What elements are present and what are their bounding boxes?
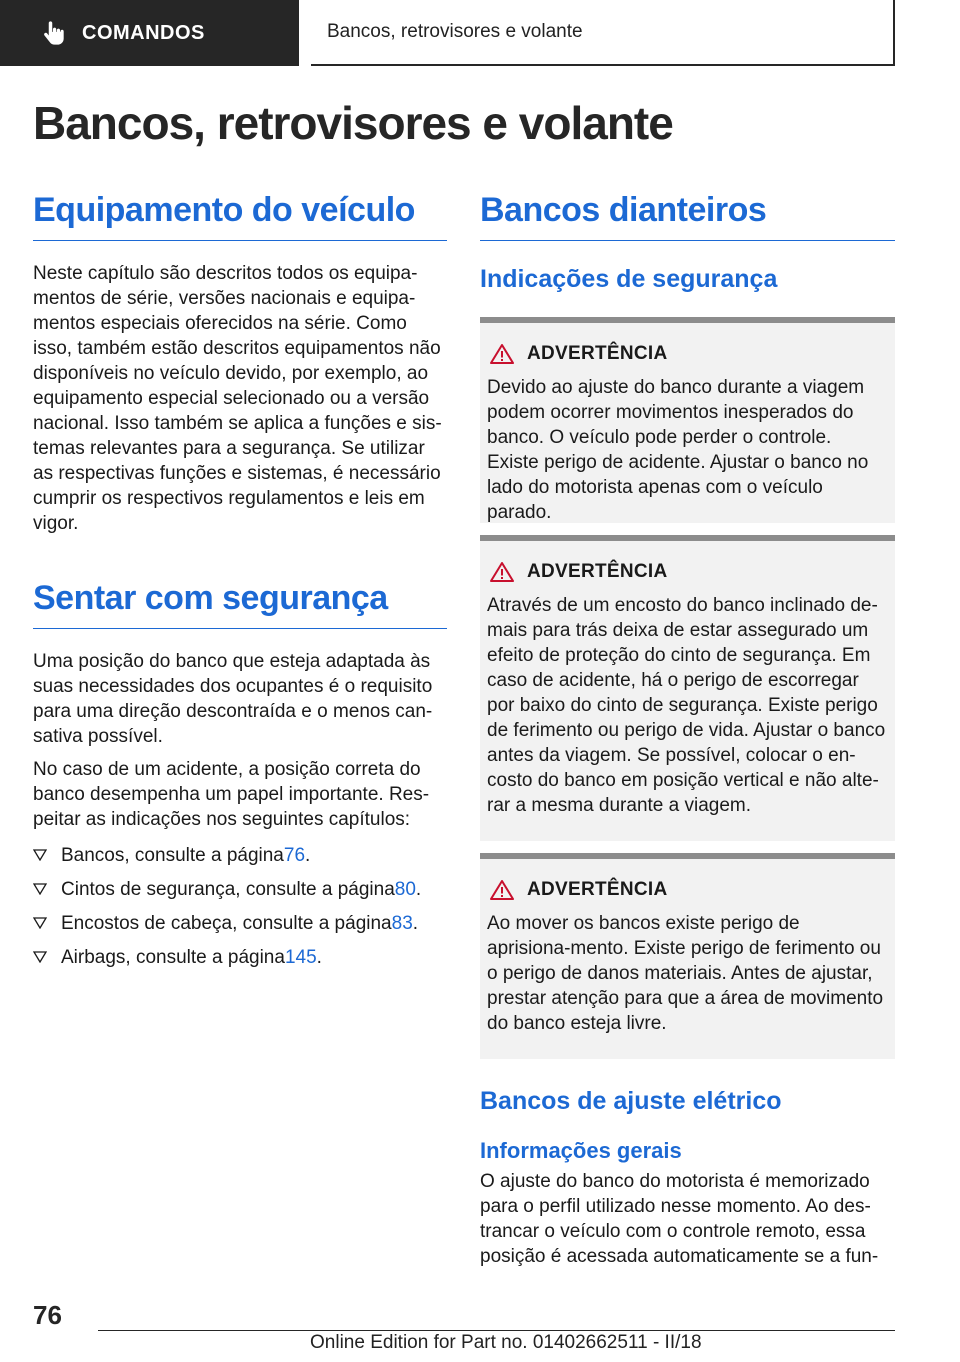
sitting-text-2: No caso de um acidente, a posição correta do banco desempenha um papel importante. Res-peitar as indicações nos seguintes capítulos:	[33, 759, 430, 830]
list-item-text: Encostos de cabeça, consulte a página	[61, 912, 392, 934]
warning-label: ADVERTÊNCIA	[527, 561, 668, 582]
warning-header	[487, 879, 888, 901]
general-info-heading: Informações gerais	[480, 1138, 682, 1163]
electric-seats-heading: Bancos de ajuste elétrico	[480, 1087, 782, 1115]
safety-heading: Indicações de segurança	[480, 265, 778, 293]
list-item-text: Bancos, consulte a página	[61, 844, 284, 866]
warning-text: Através de um encosto do banco inclinado de-mais para trás deixa de estar assegurado um efeito de proteção do cinto de segurança. Em caso de acidente, há o perigo de escorregar por baixo do cinto de segurança. Existe perigo de ferimento ou perigo de vida. Ajustar o banco antes da viagem. Se possível, colocar o en-costo do banco em posição vertical e não alte-rar a mesma durante a viagem.	[487, 595, 886, 816]
triangle-bullet-icon	[33, 849, 47, 861]
section-title-box	[311, 0, 895, 66]
page-title: Bancos, retrovisores e volante	[33, 97, 673, 149]
reference-list	[33, 838, 447, 974]
sitting-heading: Sentar com segurança	[33, 576, 447, 629]
footer-divider	[98, 1330, 895, 1331]
warning-text: Devido ao ajuste do banco durante a viagem podem ocorrer movimentos inesperados do banco. O veículo pode perder o controle. Existe perigo de acidente. Ajustar o banco no lado do motorista apenas com o veículo parado.	[487, 377, 869, 523]
list-item: Bancos, consulte a página 76 .	[33, 838, 447, 872]
warning-label: ADVERTÊNCIA	[527, 879, 668, 900]
warning-header	[487, 343, 888, 365]
warning-box	[480, 853, 895, 1059]
page-number: 76	[33, 1300, 62, 1330]
equipment-text: Neste capítulo são descritos todos os equipa-mentos de série, versões nacionais e equipa-mentos especiais oferecidos na série. Como isso, também estão descritos equipamentos não disponíveis no veículo devido, por exemplo, ao equipamento especial selecionado ou a versão nacional. Isso também se aplica a funções e sis-temas relevantes para a segurança. Se utilizar as respectivas funções e sistemas, é necessário cumprir os respectivos regulamentos e leis em vigor.	[33, 263, 442, 534]
warning-triangle-icon	[489, 561, 515, 583]
list-item: Airbags, consulte a página 145 .	[33, 940, 447, 974]
page-link[interactable]: 80	[394, 878, 416, 900]
front-seats-heading: Bancos dianteiros	[480, 188, 895, 241]
list-item-text: Cintos de segurança, consulte a página	[61, 878, 395, 900]
right-column	[480, 188, 895, 1269]
page-link[interactable]: 145	[284, 946, 317, 968]
left-column	[33, 188, 447, 974]
section-title: Bancos, retrovisores e volante	[327, 21, 583, 42]
equipment-heading: Equipamento do veículo	[33, 188, 447, 241]
warning-label: ADVERTÊNCIA	[527, 343, 668, 364]
sitting-text-1: Uma posição do banco que esteja adaptada às suas necessidades dos ocupantes é o requisito para uma direção descontraída e o menos can-sativa possível.	[33, 651, 433, 747]
chapter-label: COMANDOS	[82, 21, 205, 44]
triangle-bullet-icon	[33, 951, 47, 963]
warning-box	[480, 535, 895, 841]
triangle-bullet-icon	[33, 917, 47, 929]
pointing-hand-icon	[40, 19, 68, 47]
list-item-text: Airbags, consulte a página	[61, 946, 285, 968]
page-link[interactable]: 83	[391, 912, 413, 934]
warning-triangle-icon	[489, 343, 515, 365]
warning-triangle-icon	[489, 879, 515, 901]
triangle-bullet-icon	[33, 883, 47, 895]
list-item: Cintos de segurança, consulte a página 80 .	[33, 872, 447, 906]
warning-box	[480, 317, 895, 523]
warning-text: Ao mover os bancos existe perigo de aprisiona-mento. Existe perigo de ferimento ou o perigo de danos materiais. Antes de ajustar, prestar atenção para que a área de movimento do banco esteja livre.	[487, 913, 884, 1034]
list-item: Encostos de cabeça, consulte a página 83 .	[33, 906, 447, 940]
footer-edition: Online Edition for Part no. 01402662511 - II/18	[310, 1332, 702, 1353]
warning-header	[487, 561, 888, 583]
page-link[interactable]: 76	[283, 844, 306, 866]
general-info-text: O ajuste do banco do motorista é memorizado para o perfil utilizado nesse momento. Ao des-trancar o veículo com o controle remoto, essa posição é acessada automaticamente se a fun-	[480, 1171, 879, 1267]
chapter-tab	[0, 0, 299, 66]
